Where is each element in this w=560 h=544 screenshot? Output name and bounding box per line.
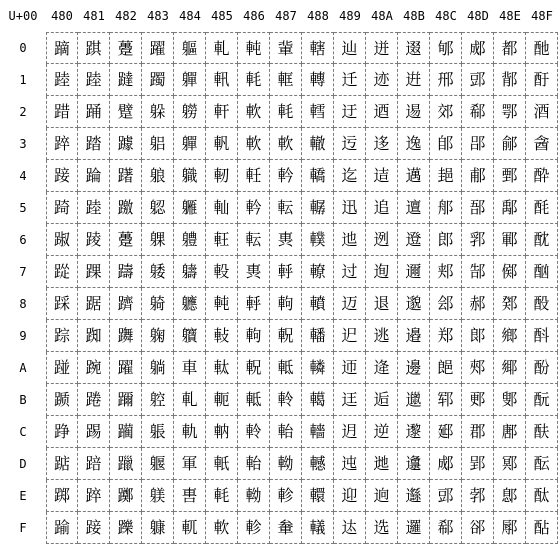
glyph-cell[interactable]: 軏 <box>174 512 206 544</box>
glyph-cell[interactable]: 躊 <box>110 256 142 288</box>
glyph-cell[interactable]: 辿 <box>334 32 366 64</box>
glyph-cell[interactable]: 踩 <box>46 288 78 320</box>
glyph-cell[interactable]: 郖 <box>462 64 494 96</box>
glyph-cell[interactable]: 躒 <box>110 512 142 544</box>
glyph-cell[interactable]: 邎 <box>398 480 430 512</box>
glyph-cell[interactable]: 軔 <box>206 160 238 192</box>
glyph-cell[interactable]: 鄄 <box>494 160 526 192</box>
glyph-cell[interactable]: 逈 <box>366 480 398 512</box>
glyph-cell[interactable]: 迿 <box>366 256 398 288</box>
glyph-cell[interactable]: 軘 <box>238 32 270 64</box>
glyph-cell[interactable]: 軣 <box>270 224 302 256</box>
glyph-cell[interactable]: 踖 <box>46 96 78 128</box>
glyph-cell[interactable]: 邊 <box>398 352 430 384</box>
row-header: 3 <box>19 137 27 151</box>
glyph-cell[interactable]: 邉 <box>398 320 430 352</box>
glyph-cell[interactable]: 躹 <box>142 320 174 352</box>
glyph-cell[interactable]: 郞 <box>462 320 494 352</box>
row-header: 5 <box>19 201 27 215</box>
glyph-cell[interactable]: 蹢 <box>46 32 78 64</box>
glyph-cell[interactable]: 鄎 <box>494 480 526 512</box>
glyph-cell[interactable]: 退 <box>366 288 398 320</box>
glyph-cell[interactable]: 躆 <box>110 128 142 160</box>
glyph-cell[interactable]: 軎 <box>174 480 206 512</box>
glyph-cell[interactable]: 鄆 <box>494 224 526 256</box>
row-header: C <box>19 425 27 439</box>
glyph-cell[interactable]: 逆 <box>366 416 398 448</box>
glyph-cell[interactable]: 迅 <box>334 192 366 224</box>
glyph-cell[interactable]: 転 <box>270 192 302 224</box>
glyph-cell[interactable]: 轕 <box>302 384 334 416</box>
glyph-cell[interactable]: 轉 <box>302 64 334 96</box>
glyph-cell[interactable]: 鄋 <box>494 384 526 416</box>
glyph-cell[interactable]: 郑 <box>430 320 462 352</box>
glyph-cell[interactable]: 軧 <box>238 384 270 416</box>
glyph-cell[interactable]: 邆 <box>398 224 430 256</box>
glyph-cell[interactable]: 轘 <box>302 480 334 512</box>
glyph-cell[interactable]: 迂 <box>334 96 366 128</box>
glyph-cell[interactable]: 転 <box>238 224 270 256</box>
glyph-cell[interactable]: 鄏 <box>494 512 526 544</box>
glyph-cell[interactable]: 迊 <box>334 352 366 384</box>
column-header: 488 <box>307 9 329 23</box>
glyph-cell[interactable]: 逇 <box>366 448 398 480</box>
glyph-cell[interactable]: 軩 <box>270 416 302 448</box>
glyph-cell[interactable]: 鄂 <box>494 96 526 128</box>
glyph-cell[interactable]: 轔 <box>302 352 334 384</box>
row-header: 7 <box>19 265 27 279</box>
glyph-cell[interactable]: 郟 <box>462 352 494 384</box>
glyph-cell[interactable]: 軧 <box>270 352 302 384</box>
glyph-cell[interactable]: 逅 <box>366 384 398 416</box>
glyph-cell[interactable]: 郘 <box>462 128 494 160</box>
glyph-cell[interactable]: 軞 <box>270 96 302 128</box>
glyph-cell[interactable]: 軝 <box>206 448 238 480</box>
glyph-cell[interactable]: 躅 <box>142 64 174 96</box>
glyph-cell[interactable]: 邏 <box>398 512 430 544</box>
glyph-cell[interactable]: 軤 <box>270 256 302 288</box>
column-header: 484 <box>179 9 201 23</box>
glyph-cell[interactable]: 軞 <box>238 64 270 96</box>
row-header: 1 <box>19 73 27 87</box>
glyph-cell[interactable]: 迺 <box>366 96 398 128</box>
glyph-cell[interactable]: 邈 <box>398 288 430 320</box>
glyph-cell[interactable]: 郢 <box>462 448 494 480</box>
glyph-cell[interactable]: 軂 <box>174 96 206 128</box>
glyph-cell[interactable]: 躷 <box>142 256 174 288</box>
glyph-cell[interactable]: 躉 <box>110 224 142 256</box>
glyph-cell[interactable]: 轖 <box>302 416 334 448</box>
glyph-cell[interactable]: 軬 <box>270 512 302 544</box>
glyph-cell[interactable]: 轙 <box>302 512 334 544</box>
glyph-cell[interactable]: 酗 <box>526 256 558 288</box>
glyph-cell[interactable]: 軃 <box>174 64 206 96</box>
glyph-cell[interactable]: 踭 <box>46 416 78 448</box>
glyph-cell[interactable]: 鄅 <box>494 192 526 224</box>
glyph-cell[interactable]: 躍 <box>142 32 174 64</box>
glyph-cell[interactable]: 躴 <box>142 160 174 192</box>
glyph-cell[interactable]: 邅 <box>398 192 430 224</box>
glyph-cell[interactable]: 郝 <box>462 288 494 320</box>
glyph-cell[interactable]: 軚 <box>206 352 238 384</box>
glyph-cell[interactable]: 軨 <box>238 416 270 448</box>
glyph-cell[interactable]: 迹 <box>366 64 398 96</box>
glyph-cell[interactable]: 軟 <box>238 96 270 128</box>
glyph-cell[interactable]: 軡 <box>270 160 302 192</box>
glyph-cell[interactable]: 躐 <box>110 448 142 480</box>
glyph-cell[interactable]: 軠 <box>238 160 270 192</box>
column-header: 48D <box>467 9 489 23</box>
glyph-cell[interactable]: 酛 <box>526 384 558 416</box>
glyph-cell[interactable]: 迉 <box>334 320 366 352</box>
glyph-cell[interactable]: 軇 <box>174 256 206 288</box>
glyph-cell[interactable]: 鄊 <box>494 352 526 384</box>
glyph-cell[interactable]: 轑 <box>302 256 334 288</box>
glyph-cell[interactable]: 軜 <box>206 416 238 448</box>
glyph-cell[interactable]: 鄁 <box>494 64 526 96</box>
glyph-cell[interactable]: 郗 <box>462 96 494 128</box>
glyph-cell[interactable]: 邋 <box>398 384 430 416</box>
glyph-cell[interactable]: 酜 <box>526 416 558 448</box>
glyph-cell[interactable]: 踧 <box>46 224 78 256</box>
glyph-cell[interactable]: 轓 <box>302 320 334 352</box>
glyph-cell[interactable]: 軆 <box>174 224 206 256</box>
glyph-cell[interactable]: 躉 <box>110 32 142 64</box>
glyph-cell[interactable]: 郓 <box>430 384 462 416</box>
glyph-cell[interactable]: 躺 <box>142 352 174 384</box>
glyph-cell[interactable]: 躈 <box>110 192 142 224</box>
column-header: 48E <box>499 9 521 23</box>
glyph-cell[interactable]: 踥 <box>46 160 78 192</box>
glyph-cell[interactable]: 轏 <box>302 192 334 224</box>
glyph-cell[interactable]: 郐 <box>430 288 462 320</box>
glyph-cell[interactable]: 郠 <box>462 384 494 416</box>
glyph-cell[interactable]: 郔 <box>430 416 462 448</box>
glyph-cell[interactable]: 軃 <box>174 128 206 160</box>
glyph-cell[interactable]: 郤 <box>462 512 494 544</box>
glyph-cell[interactable]: 軋 <box>174 384 206 416</box>
row-header: 4 <box>19 169 27 183</box>
glyph-cell[interactable]: 迼 <box>366 160 398 192</box>
glyph-cell[interactable]: 酒 <box>526 96 558 128</box>
glyph-cell[interactable]: 躳 <box>142 128 174 160</box>
row-header: A <box>19 361 27 375</box>
glyph-cell[interactable]: 踥 <box>78 512 110 544</box>
glyph-cell[interactable]: 鄃 <box>494 128 526 160</box>
glyph-cell[interactable]: 躶 <box>142 224 174 256</box>
glyph-cell[interactable]: 邇 <box>398 256 430 288</box>
glyph-cell[interactable]: 躽 <box>142 448 174 480</box>
column-header: 482 <box>115 9 137 23</box>
row-header: 9 <box>19 329 27 343</box>
glyph-cell[interactable]: 車 <box>174 352 206 384</box>
corner-label: U+00 <box>8 9 38 23</box>
glyph-cell[interactable]: 軙 <box>206 320 238 352</box>
glyph-cell[interactable]: 軋 <box>206 32 238 64</box>
glyph-cell[interactable]: 郛 <box>462 224 494 256</box>
glyph-cell[interactable]: 踢 <box>78 416 110 448</box>
glyph-cell[interactable]: 踪 <box>46 320 78 352</box>
column-header: 486 <box>243 9 265 23</box>
glyph-cell[interactable]: 邁 <box>398 160 430 192</box>
glyph-cell[interactable]: 踛 <box>46 64 78 96</box>
glyph-cell[interactable]: 郋 <box>430 128 462 160</box>
glyph-cell[interactable]: 迌 <box>334 416 366 448</box>
glyph-cell[interactable]: 酏 <box>526 32 558 64</box>
glyph-cell[interactable]: 軟 <box>270 128 302 160</box>
glyph-cell[interactable]: 郕 <box>430 448 462 480</box>
glyph-cell[interactable]: 郒 <box>430 352 462 384</box>
glyph-cell[interactable]: 躲 <box>142 96 174 128</box>
glyph-cell[interactable]: 逫 <box>398 32 430 64</box>
row-header: F <box>19 521 27 535</box>
glyph-cell[interactable]: 躄 <box>110 96 142 128</box>
glyph-cell[interactable]: 踠 <box>78 352 110 384</box>
glyph-cell[interactable]: 轒 <box>302 288 334 320</box>
glyph-cell[interactable]: 鄍 <box>494 448 526 480</box>
glyph-cell[interactable]: 迏 <box>334 512 366 544</box>
glyph-cell[interactable]: 軦 <box>270 320 302 352</box>
glyph-cell[interactable]: 軍 <box>174 448 206 480</box>
glyph-cell[interactable]: 軓 <box>206 128 238 160</box>
glyph-cell[interactable]: 踜 <box>78 224 110 256</box>
glyph-cell[interactable]: 軰 <box>270 32 302 64</box>
glyph-cell[interactable]: 轗 <box>302 448 334 480</box>
glyph-cell[interactable]: 郏 <box>430 256 462 288</box>
glyph-cell[interactable]: 郌 <box>430 160 462 192</box>
row-header: E <box>19 489 27 503</box>
glyph-cell[interactable]: 軭 <box>270 64 302 96</box>
glyph-cell[interactable]: 郕 <box>462 32 494 64</box>
glyph-cell[interactable]: 郡 <box>462 416 494 448</box>
glyph-cell[interactable]: 踡 <box>78 384 110 416</box>
glyph-cell[interactable]: 迈 <box>334 288 366 320</box>
glyph-cell[interactable]: 軅 <box>174 192 206 224</box>
glyph-cell[interactable]: 踛 <box>78 192 110 224</box>
column-header: 48F <box>531 9 553 23</box>
glyph-cell[interactable]: 轎 <box>302 160 334 192</box>
glyph-cell[interactable]: 迾 <box>366 224 398 256</box>
glyph-cell[interactable]: 踫 <box>46 352 78 384</box>
glyph-cell[interactable]: 軡 <box>238 192 270 224</box>
glyph-cell[interactable]: 郙 <box>462 160 494 192</box>
glyph-cell[interactable]: 軥 <box>238 320 270 352</box>
glyph-cell[interactable]: 酝 <box>526 448 558 480</box>
glyph-cell[interactable]: 酖 <box>526 224 558 256</box>
glyph-cell[interactable]: 鄈 <box>494 288 526 320</box>
glyph-cell[interactable]: 踝 <box>78 256 110 288</box>
glyph-cell[interactable]: 躑 <box>110 480 142 512</box>
column-header: 48A <box>371 9 393 23</box>
glyph-cell[interactable]: 轍 <box>302 128 334 160</box>
glyph-cell[interactable]: 逃 <box>366 320 398 352</box>
glyph-cell[interactable]: 逬 <box>398 64 430 96</box>
glyph-cell[interactable]: 邍 <box>398 448 430 480</box>
glyph-cell[interactable]: 追 <box>366 192 398 224</box>
row-header: 8 <box>19 297 27 311</box>
glyph-cell[interactable]: 軞 <box>206 480 238 512</box>
glyph-cell[interactable]: 迋 <box>334 384 366 416</box>
glyph-cell[interactable]: 躎 <box>110 384 142 416</box>
glyph-cell[interactable]: 过 <box>334 256 366 288</box>
glyph-cell[interactable]: 軣 <box>238 256 270 288</box>
glyph-cell[interactable]: 踛 <box>78 64 110 96</box>
glyph-cell[interactable]: 軥 <box>270 288 302 320</box>
glyph-cell[interactable]: 軫 <box>270 480 302 512</box>
glyph-cell[interactable]: 躏 <box>110 416 142 448</box>
glyph-cell[interactable]: 軕 <box>206 192 238 224</box>
column-header: 48B <box>403 9 425 23</box>
glyph-cell[interactable]: 酕 <box>526 192 558 224</box>
glyph-cell[interactable]: 軦 <box>238 352 270 384</box>
glyph-cell[interactable]: 躾 <box>142 480 174 512</box>
glyph-cell[interactable]: 郗 <box>430 512 462 544</box>
glyph-cell[interactable]: 酙 <box>526 320 558 352</box>
glyph-cell[interactable]: 郎 <box>430 224 462 256</box>
glyph-cell[interactable]: 轐 <box>302 224 334 256</box>
glyph-cell[interactable]: 躻 <box>142 384 174 416</box>
glyph-cell[interactable]: 迆 <box>334 224 366 256</box>
glyph-cell[interactable]: 踰 <box>46 512 78 544</box>
glyph-cell[interactable]: 鄉 <box>494 320 526 352</box>
glyph-cell[interactable]: 迄 <box>334 160 366 192</box>
glyph-cell[interactable]: 酓 <box>526 128 558 160</box>
row-header: 6 <box>19 233 27 247</box>
glyph-cell[interactable]: 軫 <box>238 512 270 544</box>
glyph-cell[interactable]: 躂 <box>110 64 142 96</box>
glyph-cell[interactable]: 郜 <box>462 256 494 288</box>
glyph-cell[interactable]: 軘 <box>206 288 238 320</box>
row-header: 2 <box>19 105 27 119</box>
glyph-cell[interactable]: 踤 <box>78 480 110 512</box>
glyph-cell[interactable]: 躼 <box>142 416 174 448</box>
glyph-cell[interactable]: 軀 <box>174 32 206 64</box>
glyph-cell[interactable]: 鄇 <box>494 256 526 288</box>
glyph-cell[interactable]: 躍 <box>110 352 142 384</box>
glyph-cell[interactable]: 酚 <box>526 352 558 384</box>
glyph-cell[interactable]: 踮 <box>46 448 78 480</box>
glyph-cell[interactable]: 軈 <box>174 288 206 320</box>
glyph-cell[interactable]: 郉 <box>430 64 462 96</box>
glyph-cell[interactable]: 踏 <box>78 128 110 160</box>
glyph-cell[interactable]: 都 <box>494 32 526 64</box>
glyph-cell[interactable]: 轄 <box>302 32 334 64</box>
glyph-cell[interactable]: 踦 <box>46 192 78 224</box>
glyph-cell[interactable]: 郚 <box>462 192 494 224</box>
glyph-cell[interactable]: 酑 <box>526 64 558 96</box>
glyph-cell[interactable]: 躿 <box>142 512 174 544</box>
glyph-cell[interactable]: 躇 <box>110 160 142 192</box>
glyph-cell[interactable]: 迍 <box>334 448 366 480</box>
glyph-cell[interactable]: 轌 <box>302 96 334 128</box>
glyph-cell[interactable]: 軪 <box>270 448 302 480</box>
glyph-cell[interactable]: 軐 <box>206 64 238 96</box>
glyph-cell[interactable]: 邌 <box>398 416 430 448</box>
glyph-cell[interactable]: 郇 <box>430 32 462 64</box>
glyph-cell[interactable]: 軨 <box>270 384 302 416</box>
glyph-cell[interactable]: 踊 <box>78 96 110 128</box>
glyph-cell[interactable]: 逷 <box>398 96 430 128</box>
glyph-cell[interactable]: 軪 <box>238 480 270 512</box>
glyph-cell[interactable]: 軟 <box>238 128 270 160</box>
glyph-cell[interactable]: 鄌 <box>494 416 526 448</box>
glyph-cell[interactable]: 踬 <box>46 384 78 416</box>
glyph-cell[interactable]: 踞 <box>78 288 110 320</box>
glyph-cell[interactable]: 軒 <box>206 96 238 128</box>
glyph-cell[interactable]: 酟 <box>526 512 558 544</box>
glyph-cell[interactable]: 踟 <box>78 320 110 352</box>
column-header: 483 <box>147 9 169 23</box>
glyph-cell[interactable]: 迻 <box>366 128 398 160</box>
glyph-cell[interactable]: 选 <box>366 512 398 544</box>
glyph-cell[interactable]: 踚 <box>78 160 110 192</box>
glyph-cell[interactable]: 酘 <box>526 288 558 320</box>
glyph-cell[interactable]: 躌 <box>110 320 142 352</box>
glyph-cell[interactable]: 軩 <box>238 448 270 480</box>
glyph-cell[interactable]: 軗 <box>206 256 238 288</box>
glyph-cell[interactable]: 軛 <box>206 384 238 416</box>
glyph-cell[interactable]: 軄 <box>174 160 206 192</box>
column-header: 489 <box>339 9 361 23</box>
glyph-cell[interactable]: 郊 <box>430 96 462 128</box>
glyph-cell[interactable]: 軟 <box>206 512 238 544</box>
glyph-cell[interactable]: 軉 <box>174 320 206 352</box>
glyph-cell[interactable]: 軤 <box>238 288 270 320</box>
glyph-cell[interactable]: 軖 <box>206 224 238 256</box>
column-header: 485 <box>211 9 233 23</box>
column-header: 487 <box>275 9 297 23</box>
glyph-cell[interactable]: 郣 <box>462 480 494 512</box>
glyph-cell[interactable]: 郖 <box>430 480 462 512</box>
glyph-cell[interactable]: 踯 <box>46 480 78 512</box>
glyph-cell[interactable]: 踤 <box>46 128 78 160</box>
glyph-cell[interactable]: 躸 <box>142 288 174 320</box>
glyph-cell[interactable]: 踑 <box>78 32 110 64</box>
glyph-cell[interactable]: 躵 <box>142 192 174 224</box>
row-header: D <box>19 457 27 471</box>
glyph-cell[interactable]: 踨 <box>46 256 78 288</box>
glyph-cell[interactable]: 踣 <box>78 448 110 480</box>
column-header: 48C <box>435 9 457 23</box>
glyph-cell[interactable]: 軌 <box>174 416 206 448</box>
row-header: B <box>19 393 27 407</box>
glyph-cell[interactable]: 迃 <box>334 128 366 160</box>
column-header: 481 <box>83 9 105 23</box>
glyph-cell[interactable]: 逸 <box>398 128 430 160</box>
glyph-cell[interactable]: 迁 <box>334 64 366 96</box>
row-header: 0 <box>19 41 27 55</box>
glyph-cell[interactable]: 迸 <box>366 32 398 64</box>
glyph-cell[interactable]: 躋 <box>110 288 142 320</box>
glyph-cell[interactable]: 迎 <box>334 480 366 512</box>
column-header: 480 <box>51 9 73 23</box>
glyph-cell[interactable]: 酞 <box>526 480 558 512</box>
glyph-cell[interactable]: 酔 <box>526 160 558 192</box>
glyph-cell[interactable]: 逄 <box>366 352 398 384</box>
glyph-cell[interactable]: 郍 <box>430 192 462 224</box>
